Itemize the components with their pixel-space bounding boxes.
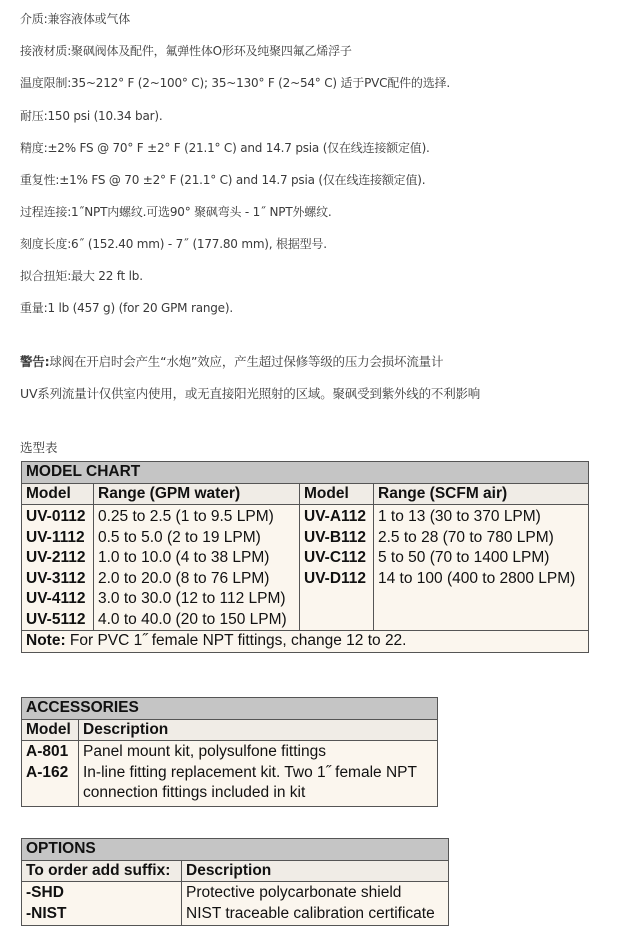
col-header-scfm-range: Range (SCFM air) [374, 483, 589, 505]
options-table [21, 838, 449, 926]
range-cell: 4.0 to 40.0 (20 to 150 LPM) [94, 610, 300, 631]
model-cell: A-801 [22, 741, 79, 763]
warning-text: 球阀在开启时会产生“水炮”效应，产生超过保修等级的压力会损坏流量计 [49, 354, 444, 369]
model-cell [300, 610, 374, 631]
range-cell: 1 to 13 (30 to 370 LPM) [374, 505, 589, 528]
model-cell: UV-B112 [300, 528, 374, 549]
model-cell: A-162 [22, 763, 79, 784]
table-row [22, 569, 589, 590]
suffix-cell: -SHD [22, 882, 182, 904]
spec-repeatability: 重复性:±1% FS @ 70 ±2° F (21.1° C) and 14.7 psia (仅在线连接额定值). [20, 173, 426, 187]
range-cell: 0.25 to 2.5 (1 to 9.5 LPM) [94, 505, 300, 528]
spec-process-connection: 过程连接:1˝NPT内螺纹.可选90° 聚砜弯头 - 1˝ NPT外螺纹. [20, 205, 332, 219]
model-cell: UV-0112 [22, 505, 94, 528]
model-cell: UV-5112 [22, 610, 94, 631]
model-cell: UV-1112 [22, 528, 94, 549]
model-cell: UV-3112 [22, 569, 94, 590]
table-row [22, 904, 449, 926]
table-row [22, 763, 438, 784]
description-cell: connection fittings included in kit [79, 783, 438, 806]
range-cell: 1.0 to 10.0 (4 to 38 LPM) [94, 548, 300, 569]
table-row [22, 505, 589, 528]
col-header-model: Model [22, 719, 79, 741]
model-cell [300, 589, 374, 610]
spec-wetted-materials: 接液材质:聚砜阀体及配件，氟弹性体O形环及纯聚四氟乙烯浮子 [20, 44, 352, 58]
table-row [22, 548, 589, 569]
description-cell: Protective polycarbonate shield [182, 882, 449, 904]
table-row [22, 528, 589, 549]
spec-pressure: 耐压:150 psi (10.34 bar). [20, 109, 163, 123]
suffix-cell: -NIST [22, 904, 182, 926]
model-cell: UV-2112 [22, 548, 94, 569]
spec-temperature-limits: 温度限制:35~212° F (2~100° C); 35~130° F (2~54° C) 适于PVC配件的选择. [20, 76, 450, 90]
options-title: OPTIONS [22, 839, 449, 861]
col-header-model-air: Model [300, 483, 374, 505]
range-cell [374, 610, 589, 631]
model-cell: UV-4112 [22, 589, 94, 610]
description-cell: Panel mount kit, polysulfone fittings [79, 741, 438, 763]
table-row [22, 783, 438, 806]
spec-torque: 拟合扭矩:最大 22 ft lb. [20, 269, 143, 283]
spec-weight: 重量:1 lb (457 g) (for 20 GPM range). [20, 301, 233, 315]
model-chart-table [21, 461, 589, 653]
model-chart-title: MODEL CHART [22, 462, 589, 484]
table-row [22, 589, 589, 610]
spec-medium: 介质:兼容液体或气体 [20, 12, 131, 26]
warning-label: 警告: [20, 354, 50, 369]
range-cell: 2.5 to 28 (70 to 780 LPM) [374, 528, 589, 549]
col-header-description: Description [182, 860, 449, 882]
note-text: For PVC 1˝ female NPT fittings, change 12 to 22. [65, 632, 407, 649]
table-row [22, 610, 589, 631]
table-row [22, 882, 449, 904]
model-cell [22, 783, 79, 806]
warning-line [20, 352, 443, 370]
range-cell: 0.5 to 5.0 (2 to 19 LPM) [94, 528, 300, 549]
accessories-title: ACCESSORIES [22, 698, 438, 720]
spec-scale-length: 刻度长度:6˝ (152.40 mm) - 7˝ (177.80 mm), 根据型号. [20, 237, 327, 251]
spec-accuracy: 精度:±2% FS @ 70° F ±2° F (21.1° C) and 14.7 psia (仅在线连接额定值). [20, 141, 430, 155]
description-cell: NIST traceable calibration certificate [182, 904, 449, 926]
model-chart-note-row [22, 631, 589, 653]
range-cell: 2.0 to 20.0 (8 to 76 LPM) [94, 569, 300, 590]
range-cell: 3.0 to 30.0 (12 to 112 LPM) [94, 589, 300, 610]
range-cell: 5 to 50 (70 to 1400 LPM) [374, 548, 589, 569]
col-header-suffix: To order add suffix: [22, 860, 182, 882]
note-label: Note: [26, 632, 66, 649]
description-cell: In-line fitting replacement kit. Two 1˝ female NPT [79, 763, 438, 784]
selection-table-caption: 选型表 [20, 440, 58, 455]
model-cell: UV-C112 [300, 548, 374, 569]
col-header-gpm-range: Range (GPM water) [94, 483, 300, 505]
model-cell: UV-D112 [300, 569, 374, 590]
table-row [22, 741, 438, 763]
uv-note: UV系列流量计仅供室内使用，或无直接阳光照射的区域。聚砜受到紫外线的不利影响 [20, 386, 481, 401]
col-header-description: Description [79, 719, 438, 741]
range-cell: 14 to 100 (400 to 2800 LPM) [374, 569, 589, 590]
range-cell [374, 589, 589, 610]
model-cell: UV-A112 [300, 505, 374, 528]
col-header-model: Model [22, 483, 94, 505]
accessories-table [21, 697, 438, 807]
